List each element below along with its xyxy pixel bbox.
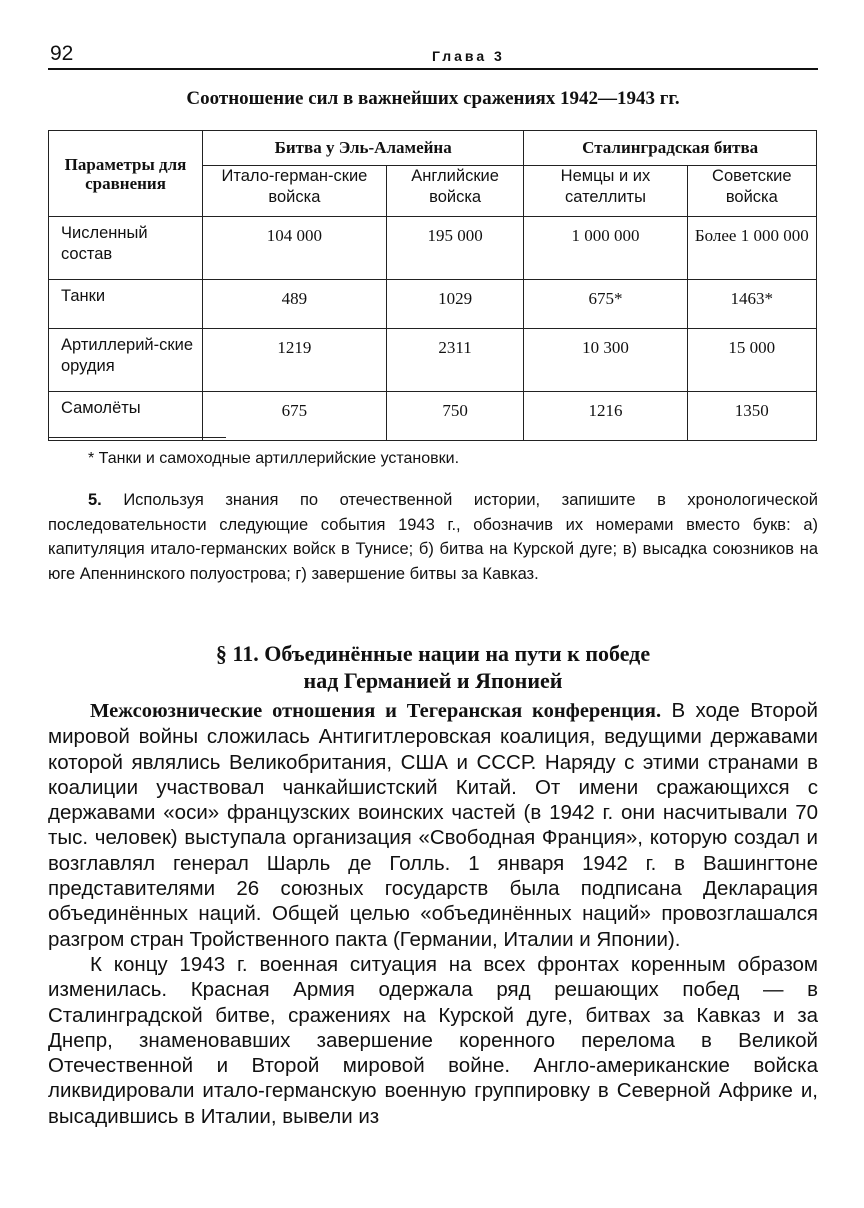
subheader: Советские войска [687,166,816,217]
chapter-title: Глава 3 [432,48,505,64]
subheader: Итало-герман-ские войска [203,166,387,217]
paragraph-1: В ходе Второй мировой войны сложилась Антигитлеровская коалиция, ведущими державами которой являлись Великобритания, США и СССР. Наряду с этими странами в коалиции участвовал чанкайшистский Китай. От имени сражающихся с державами «оси» французских воинских частей (в 1942 г. они насчитывали 70 тыс. человек) выступала организация «Свободная Франция», которую создал и возглавлял генерал Шарль де Голль. 1 января 1942 г. в Вашингтоне представителями 26 союзных государств была подписана Декларация объединённых наций. Общей целью «объединённых наций» провозглашался разгром стран Тройственного пакта (Германии, Италии и Японии). [48,699,818,951]
page-header [48,40,818,70]
paragraph-2: К концу 1943 г. военная ситуация на всех фронтах коренным образом изменилась. Красная Армия одержала ряд решающих побед — в Сталинградской битве, сражениях на Курской дуге, битвах за Кавказ и за Днепр, знаменовавших завершение коренного перелома в Великой Отечественной и Второй мировой войне. Англо-американские войска ликвидировали итало-германскую военную группировку в Северной Африке и, высадившись в Италии, вывели из [48,952,818,1128]
table-row [49,217,817,280]
table-cell: 1219 [203,329,387,392]
table-cell: 1463* [687,280,816,329]
table-cell: Более 1 000 000 [687,217,816,280]
table-cell: 489 [203,280,387,329]
row-label: Артиллерий-ские орудия [49,329,203,392]
section-title-line1: § 11. Объединённые нации на пути к победе [215,641,651,666]
table-row [49,392,817,441]
section-title [48,640,818,694]
task-number: 5. [88,491,102,509]
table-row [49,280,817,329]
section-title-line2: над Германией и Японией [303,668,563,693]
row-label: Численный состав [49,217,203,280]
table-title: Соотношение сил в важнейших сражениях 1942—1943 гг. [186,88,680,109]
group-header-stalingrad: Сталинградская битва [524,131,817,166]
subsection-heading: Межсоюзнические отношения и Тегеранская конференция. [90,700,662,722]
footnote: * Танки и самоходные артиллерийские установки. [88,450,460,467]
row-label: Танки [49,280,203,329]
table-row [49,329,817,392]
table-cell: 675* [524,280,687,329]
table-cell: 195 000 [386,217,524,280]
table-cell: 1 000 000 [524,217,687,280]
table-cell: 750 [386,392,524,441]
table-cell: 1029 [386,280,524,329]
param-header: Параметры для сравнения [49,131,203,217]
forces-table [48,130,817,441]
table-cell: 15 000 [687,329,816,392]
page-number: 92 [50,42,74,65]
table-cell: 1216 [524,392,687,441]
body-text [48,698,818,1129]
table-cell: 10 300 [524,329,687,392]
table-cell: 2311 [386,329,524,392]
row-label: Самолёты [49,392,203,441]
table-cell: 104 000 [203,217,387,280]
subheader: Немцы и их сателлиты [524,166,687,217]
subheader: Английские войска [386,166,524,217]
task-text: Используя знания по отечественной истории, запишите в хронологической последовательности следующие события 1943 г., обозначив их номерами вместо букв: а) капитуляция итало-германских войск в Тунисе; б) битва на Курской дуге; в) высадка союзников на юге Апеннинского полуострова; г) завершение битвы за Кавказ. [48,491,818,583]
group-header-el-alamein: Битва у Эль-Аламейна [203,131,524,166]
footnote-divider [48,437,226,438]
table-cell: 675 [203,392,387,441]
table-cell: 1350 [687,392,816,441]
task-5 [48,488,818,586]
